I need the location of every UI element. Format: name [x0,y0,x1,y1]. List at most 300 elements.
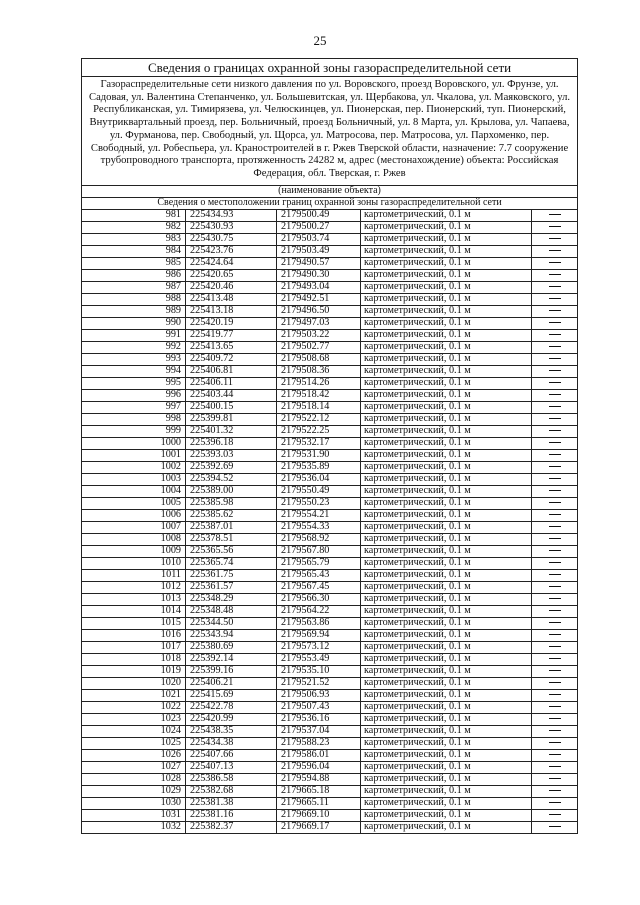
coordinate-x: 225420.65 [186,269,277,281]
point-number: 993 [82,353,186,365]
dash-icon [549,694,561,695]
table-row [82,365,578,377]
coordinate-x: 225430.75 [186,233,277,245]
coordinate-y: 2179536.16 [277,713,361,725]
point-number: 1011 [82,569,186,581]
coordinate-y: 2179536.04 [277,473,361,485]
dash-cell [532,221,578,233]
coordinate-y: 2179496.50 [277,305,361,317]
object-name-caption: (наименование объекта) [82,185,578,197]
point-number: 1006 [82,509,186,521]
coordinate-x: 225415.69 [186,689,277,701]
dash-cell [532,821,578,833]
coordinate-y: 2179588.23 [277,737,361,749]
dash-cell [532,701,578,713]
table-row [82,305,578,317]
table-row [82,545,578,557]
dash-cell [532,485,578,497]
point-number: 1009 [82,545,186,557]
table-row [82,557,578,569]
point-number: 991 [82,329,186,341]
point-number: 1005 [82,497,186,509]
dash-icon [549,766,561,767]
determination-method: картометрический, 0.1 м [361,329,532,341]
dash-icon [549,670,561,671]
dash-cell [532,401,578,413]
dash-cell [532,641,578,653]
point-number: 1002 [82,461,186,473]
dash-icon [549,358,561,359]
table-row [82,281,578,293]
dash-cell [532,329,578,341]
determination-method: картометрический, 0.1 м [361,773,532,785]
point-number: 999 [82,425,186,437]
point-number: 1029 [82,785,186,797]
point-number: 1016 [82,629,186,641]
dash-cell [532,665,578,677]
determination-method: картометрический, 0.1 м [361,209,532,221]
dash-icon [549,346,561,347]
coordinate-x: 225409.72 [186,353,277,365]
determination-method: картометрический, 0.1 м [361,689,532,701]
point-number: 987 [82,281,186,293]
determination-method: картометрический, 0.1 м [361,581,532,593]
dash-cell [532,677,578,689]
coordinate-y: 2179490.30 [277,269,361,281]
determination-method: картометрический, 0.1 м [361,353,532,365]
point-number: 986 [82,269,186,281]
point-number: 1007 [82,521,186,533]
table-row [82,389,578,401]
coordinate-x: 225419.77 [186,329,277,341]
determination-method: картометрический, 0.1 м [361,665,532,677]
dash-icon [549,742,561,743]
table-row [82,521,578,533]
dash-icon [549,658,561,659]
point-number: 983 [82,233,186,245]
determination-method: картометрический, 0.1 м [361,233,532,245]
determination-method: картометрический, 0.1 м [361,425,532,437]
table-row [82,293,578,305]
dash-icon [549,490,561,491]
point-number: 1017 [82,641,186,653]
dash-cell [532,809,578,821]
coordinate-y: 2179497.03 [277,317,361,329]
dash-icon [549,514,561,515]
dash-icon [549,598,561,599]
coordinate-y: 2179563.86 [277,617,361,629]
coordinate-y: 2179569.94 [277,629,361,641]
coordinate-x: 225378.51 [186,533,277,545]
table-row [82,689,578,701]
table-row [82,581,578,593]
determination-method: картометрический, 0.1 м [361,305,532,317]
determination-method: картометрический, 0.1 м [361,485,532,497]
coordinate-x: 225413.18 [186,305,277,317]
determination-method: картометрический, 0.1 м [361,461,532,473]
dash-icon [549,562,561,563]
table-row [82,401,578,413]
coordinate-x: 225434.38 [186,737,277,749]
dash-cell [532,365,578,377]
dash-cell [532,533,578,545]
determination-method: картометрический, 0.1 м [361,569,532,581]
determination-method: картометрический, 0.1 м [361,785,532,797]
coordinate-x: 225407.66 [186,749,277,761]
point-number: 1030 [82,797,186,809]
determination-method: картометрический, 0.1 м [361,653,532,665]
dash-cell [532,569,578,581]
determination-method: картометрический, 0.1 м [361,341,532,353]
dash-icon [549,418,561,419]
determination-method: картометрический, 0.1 м [361,293,532,305]
coordinate-x: 225424.64 [186,257,277,269]
coordinate-x: 225438.35 [186,725,277,737]
coordinate-y: 2179507.43 [277,701,361,713]
table-row [82,257,578,269]
point-number: 1015 [82,617,186,629]
table-row [82,413,578,425]
determination-method: картометрический, 0.1 м [361,401,532,413]
determination-method: картометрический, 0.1 м [361,509,532,521]
determination-method: картометрический, 0.1 м [361,221,532,233]
determination-method: картометрический, 0.1 м [361,725,532,737]
table-row [82,449,578,461]
determination-method: картометрический, 0.1 м [361,389,532,401]
dash-icon [549,622,561,623]
coordinate-y: 2179492.51 [277,293,361,305]
coordinate-y: 2179522.25 [277,425,361,437]
determination-method: картометрический, 0.1 м [361,449,532,461]
point-number: 1023 [82,713,186,725]
coordinate-y: 2179537.04 [277,725,361,737]
table-title: Сведения о границах охранной зоны газораспределительной сети [82,59,578,77]
point-number: 1018 [82,653,186,665]
coordinate-x: 225344.50 [186,617,277,629]
coordinate-y: 2179568.92 [277,533,361,545]
dash-cell [532,305,578,317]
dash-icon [549,250,561,251]
table-row [82,437,578,449]
point-number: 1024 [82,725,186,737]
table-row [82,617,578,629]
determination-method: картометрический, 0.1 м [361,821,532,833]
dash-icon [549,802,561,803]
coordinate-x: 225361.57 [186,581,277,593]
dash-icon [549,682,561,683]
dash-icon [549,298,561,299]
coordinate-y: 2179586.01 [277,749,361,761]
point-number: 1031 [82,809,186,821]
point-number: 1013 [82,593,186,605]
coordinate-y: 2179564.22 [277,605,361,617]
table-row [82,569,578,581]
boundary-table [81,58,578,834]
dash-cell [532,389,578,401]
point-number: 1019 [82,665,186,677]
table-row [82,221,578,233]
coordinate-x: 225401.32 [186,425,277,437]
determination-method: картометрический, 0.1 м [361,437,532,449]
dash-cell [532,461,578,473]
coordinate-x: 225381.38 [186,797,277,809]
dash-icon [549,502,561,503]
coordinate-x: 225393.03 [186,449,277,461]
point-number: 1026 [82,749,186,761]
dash-cell [532,557,578,569]
coordinate-x: 225420.19 [186,317,277,329]
dash-cell [532,233,578,245]
dash-icon [549,226,561,227]
coordinate-y: 2179535.89 [277,461,361,473]
coordinate-x: 225399.16 [186,665,277,677]
determination-method: картометрический, 0.1 м [361,545,532,557]
location-header: Сведения о местоположении границ охранной зоны газораспределительной сети [82,197,578,209]
table-row [82,341,578,353]
determination-method: картометрический, 0.1 м [361,533,532,545]
table-row [82,605,578,617]
dash-icon [549,214,561,215]
coordinate-y: 2179553.49 [277,653,361,665]
page-number: 25 [313,33,327,48]
dash-icon [549,370,561,371]
determination-method: картометрический, 0.1 м [361,809,532,821]
coordinate-y: 2179550.49 [277,485,361,497]
table-row [82,749,578,761]
dash-cell [532,209,578,221]
determination-method: картометрический, 0.1 м [361,557,532,569]
dash-icon [549,274,561,275]
dash-cell [532,293,578,305]
table-row [82,485,578,497]
determination-method: картометрический, 0.1 м [361,257,532,269]
point-number: 1014 [82,605,186,617]
coordinate-y: 2179565.79 [277,557,361,569]
table-row [82,773,578,785]
dash-icon [549,454,561,455]
coordinate-y: 2179522.12 [277,413,361,425]
point-number: 1032 [82,821,186,833]
dash-icon [549,286,561,287]
dash-icon [549,382,561,383]
table-row [82,209,578,221]
point-number: 1010 [82,557,186,569]
coordinate-x: 225365.56 [186,545,277,557]
coordinate-y: 2179554.21 [277,509,361,521]
coordinate-x: 225400.15 [186,401,277,413]
dash-cell [532,245,578,257]
table-row [82,725,578,737]
coordinate-y: 2179514.26 [277,377,361,389]
dash-icon [549,610,561,611]
dash-cell [532,749,578,761]
coordinate-y: 2179535.10 [277,665,361,677]
table-row [82,353,578,365]
determination-method: картометрический, 0.1 м [361,413,532,425]
coordinate-y: 2179669.17 [277,821,361,833]
coordinate-y: 2179518.42 [277,389,361,401]
coordinate-x: 225385.62 [186,509,277,521]
point-number: 1025 [82,737,186,749]
coordinate-x: 225413.48 [186,293,277,305]
dash-icon [549,478,561,479]
dash-cell [532,449,578,461]
point-number: 1001 [82,449,186,461]
coordinate-x: 225392.14 [186,653,277,665]
dash-icon [549,778,561,779]
table-row [82,329,578,341]
table-row [82,269,578,281]
coordinate-x: 225389.00 [186,485,277,497]
point-number: 989 [82,305,186,317]
point-number: 1027 [82,761,186,773]
determination-method: картометрический, 0.1 м [361,749,532,761]
dash-cell [532,521,578,533]
point-number: 982 [82,221,186,233]
dash-icon [549,826,561,827]
coordinate-x: 225382.68 [186,785,277,797]
dash-icon [549,790,561,791]
coordinate-x: 225385.98 [186,497,277,509]
dash-icon [549,466,561,467]
point-number: 997 [82,401,186,413]
coordinate-x: 225348.48 [186,605,277,617]
coordinate-x: 225365.74 [186,557,277,569]
table-row [82,701,578,713]
point-number: 1020 [82,677,186,689]
coordinate-x: 225430.93 [186,221,277,233]
coordinate-x: 225386.58 [186,773,277,785]
point-number: 996 [82,389,186,401]
coordinate-y: 2179550.23 [277,497,361,509]
table-row [82,641,578,653]
table-row [82,233,578,245]
coordinate-y: 2179665.11 [277,797,361,809]
dash-icon [549,526,561,527]
coordinate-y: 2179500.27 [277,221,361,233]
determination-method: картометрический, 0.1 м [361,281,532,293]
point-number: 1003 [82,473,186,485]
determination-method: картометрический, 0.1 м [361,797,532,809]
table-row [82,245,578,257]
dash-cell [532,269,578,281]
dash-icon [549,730,561,731]
coordinate-y: 2179490.57 [277,257,361,269]
dash-cell [532,737,578,749]
coordinate-y: 2179596.04 [277,761,361,773]
table-row [82,629,578,641]
point-number: 1004 [82,485,186,497]
dash-icon [549,334,561,335]
coordinate-y: 2179665.18 [277,785,361,797]
determination-method: картометрический, 0.1 м [361,713,532,725]
dash-cell [532,653,578,665]
point-number: 994 [82,365,186,377]
coordinate-x: 225413.65 [186,341,277,353]
coordinate-x: 225403.44 [186,389,277,401]
coordinate-x: 225396.18 [186,437,277,449]
point-number: 988 [82,293,186,305]
dash-icon [549,394,561,395]
table-row [82,785,578,797]
dash-icon [549,550,561,551]
dash-cell [532,629,578,641]
point-number: 998 [82,413,186,425]
coordinate-x: 225406.21 [186,677,277,689]
coordinate-x: 225380.69 [186,641,277,653]
table-row [82,713,578,725]
point-number: 1022 [82,701,186,713]
coordinate-x: 225422.78 [186,701,277,713]
dash-cell [532,617,578,629]
coordinate-y: 2179567.80 [277,545,361,557]
coordinate-x: 225420.99 [186,713,277,725]
coordinate-x: 225420.46 [186,281,277,293]
coordinate-x: 225382.37 [186,821,277,833]
dash-cell [532,773,578,785]
determination-method: картометрический, 0.1 м [361,605,532,617]
point-number: 1008 [82,533,186,545]
table-row [82,317,578,329]
table-row [82,665,578,677]
determination-method: картометрический, 0.1 м [361,677,532,689]
coordinate-x: 225434.93 [186,209,277,221]
table-row [82,533,578,545]
coordinate-x: 225394.52 [186,473,277,485]
dash-cell [532,341,578,353]
dash-cell [532,353,578,365]
coordinate-y: 2179508.36 [277,365,361,377]
dash-cell [532,425,578,437]
determination-method: картометрический, 0.1 м [361,629,532,641]
coordinate-x: 225381.16 [186,809,277,821]
determination-method: картометрический, 0.1 м [361,377,532,389]
coordinate-x: 225406.11 [186,377,277,389]
point-number: 1021 [82,689,186,701]
object-description: Газораспределительные сети низкого давления по ул. Воровского, проезд Воровского, ул. Фрунзе, ул. Садовая, ул. Валентина Степанченко, ул. Большевитская, ул. Щербакова, ул. Чкалова, ул. Маяковского, ул. Республиканская, ул. Тимирязева, ул. Челюскинцев, ул. Пионерская, пер. Пионерский, туп. Пионерский, Внутриквартальный проезд, пер. Больничный, проезд Больничный, ул. 8 Марта, ул. Крылова, ул. Чапаева, ул. Фурманова, пер. Свободный, ул. Щорса, ул. Матросова, пер. Матросова, ул. Пархоменко, пер. Свободный, ул. Робеспьера, ул. Краностроителей в г. Ржев Тверской области, назначение: 7.7 сооружение трубопроводного транспорта, протяженность 24282 м, адрес (местонахождение) объекта: Российская Федерация, обл. Тверская, г. Ржев [82,77,578,186]
table-row [82,797,578,809]
table-row [82,809,578,821]
table-row [82,737,578,749]
coordinate-y: 2179567.45 [277,581,361,593]
determination-method: картометрический, 0.1 м [361,521,532,533]
coordinate-y: 2179502.77 [277,341,361,353]
coordinate-y: 2179532.17 [277,437,361,449]
determination-method: картометрический, 0.1 м [361,701,532,713]
table-row [82,761,578,773]
coordinate-y: 2179518.14 [277,401,361,413]
table-row [82,653,578,665]
point-number: 981 [82,209,186,221]
dash-icon [549,814,561,815]
determination-method: картометрический, 0.1 м [361,761,532,773]
dash-cell [532,257,578,269]
dash-icon [549,646,561,647]
dash-icon [549,754,561,755]
determination-method: картометрический, 0.1 м [361,737,532,749]
table-row [82,593,578,605]
dash-cell [532,437,578,449]
point-number: 1012 [82,581,186,593]
coordinate-y: 2179506.93 [277,689,361,701]
dash-cell [532,581,578,593]
dash-icon [549,442,561,443]
table-row [82,425,578,437]
dash-cell [532,509,578,521]
coordinate-y: 2179573.12 [277,641,361,653]
table-row [82,461,578,473]
coordinate-y: 2179508.68 [277,353,361,365]
